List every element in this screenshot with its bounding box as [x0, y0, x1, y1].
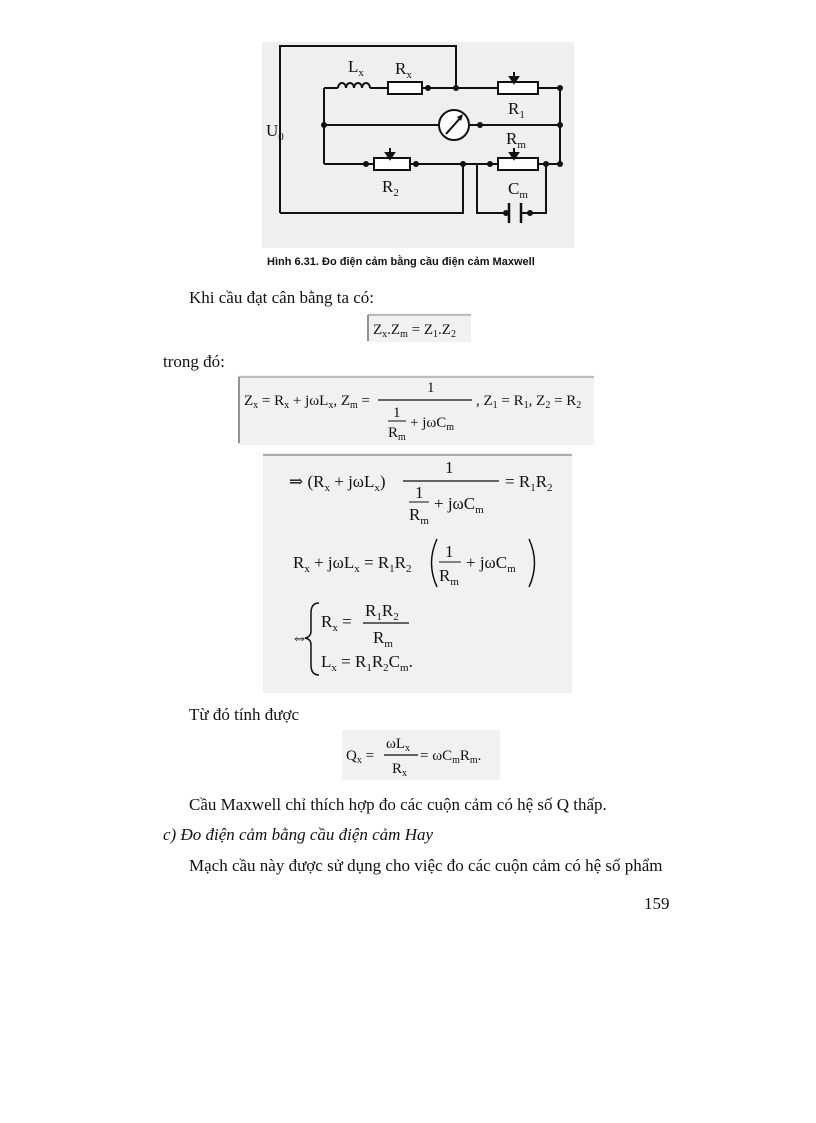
- svg-text:+ jωCm: + jωC$_m$: [466, 553, 516, 575]
- circuit-figure: [262, 42, 574, 248]
- hay-intro-text: Mạch cầu này được sử dụng cho việc đo các cuộn cảm có hệ số phẩm: [189, 856, 663, 875]
- svg-text:= ωCmRm.: = $\omega C_mR_m$.: [420, 748, 482, 766]
- derivation-equation: [263, 453, 572, 693]
- svg-text:Rm: $R_m$: [409, 505, 429, 527]
- svg-text:Rx + jωLx = R1R2: $R_x + j\omega L_x = R_1R_2$: [293, 553, 412, 575]
- svg-text:⇔: ⇔: [291, 628, 308, 647]
- svg-text:+ jωCm: + jωC$_m$: [434, 494, 484, 516]
- svg-text:Rx: $R_x$: [395, 59, 412, 81]
- svg-text:Lx = R1R2Cm.: $L_x = R_1R_2C_m$.: [321, 652, 413, 674]
- svg-text:U0: $U_0$: [266, 121, 284, 143]
- svg-text:Rx =: $R_x$ =: [321, 612, 352, 634]
- balance-intro-text: Khi cầu đạt cân bằng ta có:: [189, 288, 375, 307]
- maxwell-bridge-diagram: [262, 42, 574, 248]
- resistor-rx: [388, 82, 422, 94]
- svg-text:R2: $R_2$: [382, 177, 399, 199]
- balance-equation: [367, 313, 471, 342]
- svg-text:Rm: $R_m$: [373, 628, 393, 650]
- svg-text:Rm: $R_m$: [388, 425, 406, 443]
- svg-text:⇒ (Rx + jωLx): ⇒ $(R_x + j\omega L_x)$: [289, 472, 386, 494]
- inductor-lx: [338, 83, 370, 88]
- svg-text:Qx =: $Q_x$ =: [346, 748, 375, 766]
- section-heading: c) Đo điện cảm bằng cầu điện cảm Hay: [163, 825, 434, 844]
- where-text: trong đó:: [163, 352, 225, 371]
- resistor-rm: [498, 158, 538, 170]
- svg-text:Rx: $R_x$: [392, 761, 408, 779]
- svg-text:+ jωCm: + jωC$_m$: [410, 415, 455, 433]
- figure-caption: Hình 6.31. Đo điện cảm bằng cầu điện cảm Maxwell: [267, 256, 535, 268]
- resistor-r2: [374, 158, 410, 170]
- svg-text:R1: $R_1$: [508, 99, 525, 121]
- svg-text:ωLx: $\omega L_x$: [386, 736, 411, 754]
- svg-text:1: 1: [445, 458, 454, 477]
- svg-text:Zx.Zm = Z1.Z2: $Z_x.Z_m = Z_1.Z_2$: [373, 322, 456, 340]
- page-number: 159: [644, 894, 670, 913]
- from-which-text: Từ đó tính được: [189, 705, 300, 724]
- svg-text:Rm: $R_m$: [506, 129, 526, 151]
- maxwell-note-text: Cầu Maxwell chỉ thích hợp đo các cuộn cảm có hệ số Q thấp.: [189, 795, 607, 814]
- svg-text:R1R2: $R_1R_2$: [365, 601, 399, 623]
- resistor-r1: [498, 82, 538, 94]
- svg-text:1: 1: [415, 483, 424, 502]
- svg-text:1: 1: [445, 542, 454, 561]
- svg-text:1: 1: [427, 380, 435, 396]
- svg-text:, Z1 = R1, Z2 = R2: , $Z_1 = R_1$, $Z_2 = R_2$: [476, 393, 582, 411]
- svg-text:Rm: $R_m$: [439, 566, 459, 588]
- quality-factor-equation: [342, 730, 500, 780]
- svg-text:1: 1: [393, 405, 401, 421]
- svg-text:Lx: $L_x$: [348, 57, 364, 79]
- definitions-equation: [238, 375, 594, 445]
- svg-text:Zx = Rx + jωLx, Zm =: $Z_x = R_x + j\omega L_x$, $Z_m$ =: [244, 393, 370, 411]
- svg-text:Cm: $C_m$: [508, 179, 528, 201]
- svg-text:= R1R2: = $R_1R_2$: [505, 472, 553, 494]
